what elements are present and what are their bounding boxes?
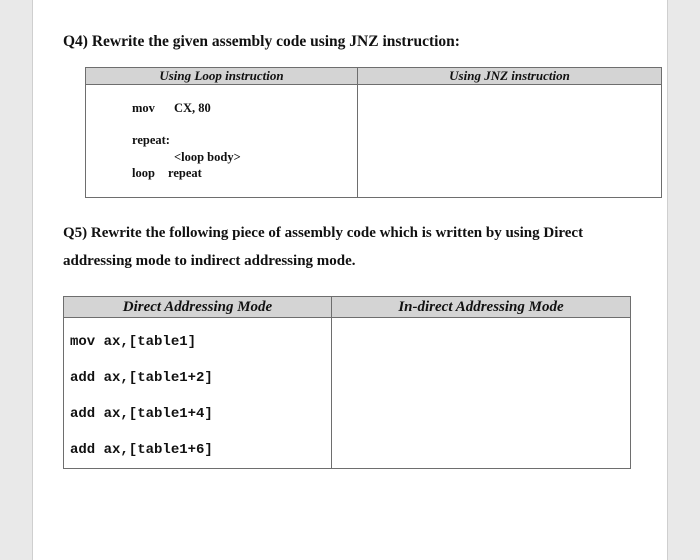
q5-header-direct: Direct Addressing Mode [64, 297, 332, 318]
q5-text: Q5) Rewrite the following piece of assembly code which is written by using Direct addressing mode to indirect addressing mode. [63, 225, 584, 269]
code-repeat-label: repeat: [132, 133, 170, 147]
q5-table [63, 296, 631, 469]
q5-header-indirect: In-direct Addressing Mode [332, 297, 631, 318]
q4-table [85, 67, 662, 198]
code-mov-op: mov [132, 101, 155, 115]
q5-indirect-answer-cell[interactable] [332, 318, 631, 469]
q4-header-jnz: Using JNZ instruction [358, 68, 662, 85]
code-loop-args: repeat [168, 166, 202, 180]
q5-direct-code-cell [64, 318, 332, 469]
code-loop-body: <loop body> [174, 150, 241, 164]
code-line: add ax,[table1+2] [70, 370, 213, 386]
document-page [32, 0, 668, 560]
code-line: mov ax,[table1] [70, 334, 197, 350]
q4-title: Q4) Rewrite the given assembly code using JNZ instruction: [63, 33, 460, 50]
q4-jnz-answer-cell[interactable] [358, 85, 662, 198]
code-loop-op: loop [132, 166, 155, 180]
code-mov-args: CX, 80 [174, 101, 211, 115]
q4-header-loop: Using Loop instruction [86, 68, 358, 85]
q4-loop-code-cell [86, 85, 358, 198]
code-line: add ax,[table1+4] [70, 406, 213, 422]
code-line: add ax,[table1+6] [70, 442, 213, 458]
